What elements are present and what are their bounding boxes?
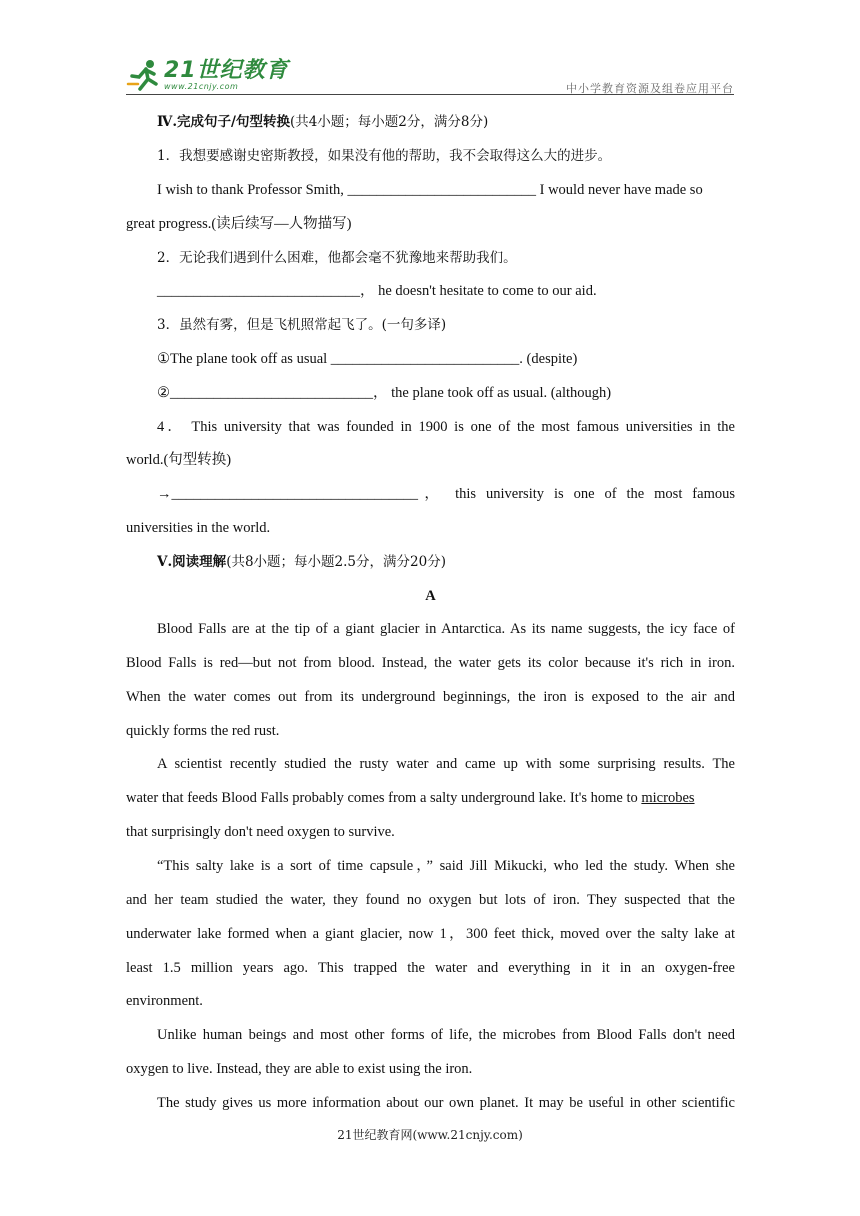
passage-line: Blood Falls are at the tip of a giant glacier in Antarctica. As its name suggests, the icy face of <box>157 621 735 637</box>
q1-english-line2: great progress.(读后续写—人物描写) <box>126 216 352 232</box>
passage-line: least 1.5 million years ago. This trapped the water and everything in it in an oxygen-free <box>126 960 735 976</box>
passage-line: and her team studied the water, they found no oxygen but lots of iron. They suspected that the <box>126 892 735 908</box>
passage-line: that surprisingly don't need oxygen to survive. <box>126 824 395 840</box>
q4-line2: world.(句型转换) <box>126 452 232 468</box>
logo-url: www.21cnjy.com <box>164 82 239 91</box>
underlined-word: microbes <box>641 790 695 806</box>
passage-line: When the water comes out from its underground beginnings, the iron is exposed to the air and <box>126 689 735 705</box>
q4-line4: universities in the world. <box>126 520 271 536</box>
q4-line1: 4． This university that was founded in 1900 is one of the most famous universities in the <box>157 419 735 435</box>
page-header <box>126 56 734 98</box>
q4-line3: →__________________________________， this university is one of the most famous <box>157 486 735 502</box>
passage-line: Unlike human beings and most other forms of life, the microbes from Blood Falls don't need <box>157 1027 735 1043</box>
passage-line: environment. <box>126 993 203 1009</box>
passage-label: A <box>425 588 436 604</box>
q3-chinese: 3．虽然有雾，但是飞机照常起飞了。(一句多译) <box>157 317 447 333</box>
passage-line: A scientist recently studied the rusty water and came up with some surprising results. The <box>157 756 735 772</box>
runner-logo-icon <box>126 58 162 94</box>
passage-line: oxygen to live. Instead, they are able to exist using the iron. <box>126 1061 473 1077</box>
logo <box>126 58 289 94</box>
section5-title: Ⅴ.阅读理解(共8小题；每小题2.5分，满分20分) <box>157 554 446 570</box>
passage-line: water that feeds Blood Falls probably comes from a salty underground lake. It's home to microbes <box>126 790 695 806</box>
header-divider <box>126 94 734 95</box>
section4-title: Ⅳ.完成句子/句型转换(共4小题；每小题2分，满分8分) <box>157 114 489 130</box>
passage-line: The study gives us more information about our own planet. It may be useful in other scientific <box>157 1095 735 1111</box>
passage-line: quickly forms the red rust. <box>126 723 280 739</box>
passage-line: Blood Falls is red—but not from blood. Instead, the water gets its color because it's rich in iron. <box>126 655 735 671</box>
q2-chinese: 2．无论我们遇到什么困难，他都会毫不犹豫地来帮助我们。 <box>157 250 517 266</box>
passage-line: “This salty lake is a sort of time capsule，” said Jill Mikucki, who led the study. When she <box>157 858 735 874</box>
q1-english-line1: I wish to thank Professor Smith, __________________________ I would never have made so <box>157 182 703 198</box>
logo-wordmark: 21世纪教育 <box>164 58 289 83</box>
page-footer: 21世纪教育网(www.21cnjy.com) <box>337 1128 523 1142</box>
q3-translation-b: ②____________________________， the plane took off as usual. (although) <box>157 385 612 401</box>
header-tagline: 中小学教育资源及组卷应用平台 <box>566 82 734 95</box>
q2-english: ____________________________， he doesn't hesitate to come to our aid. <box>157 283 597 299</box>
passage-line: underwater lake formed when a giant glacier, now 1，300 feet thick, moved over the salty lake at <box>126 926 735 942</box>
q1-chinese: 1．我想要感谢史密斯教授，如果没有他的帮助，我不会取得这么大的进步。 <box>157 148 612 164</box>
q3-translation-a: ①The plane took off as usual __________________________. (despite) <box>157 351 578 367</box>
